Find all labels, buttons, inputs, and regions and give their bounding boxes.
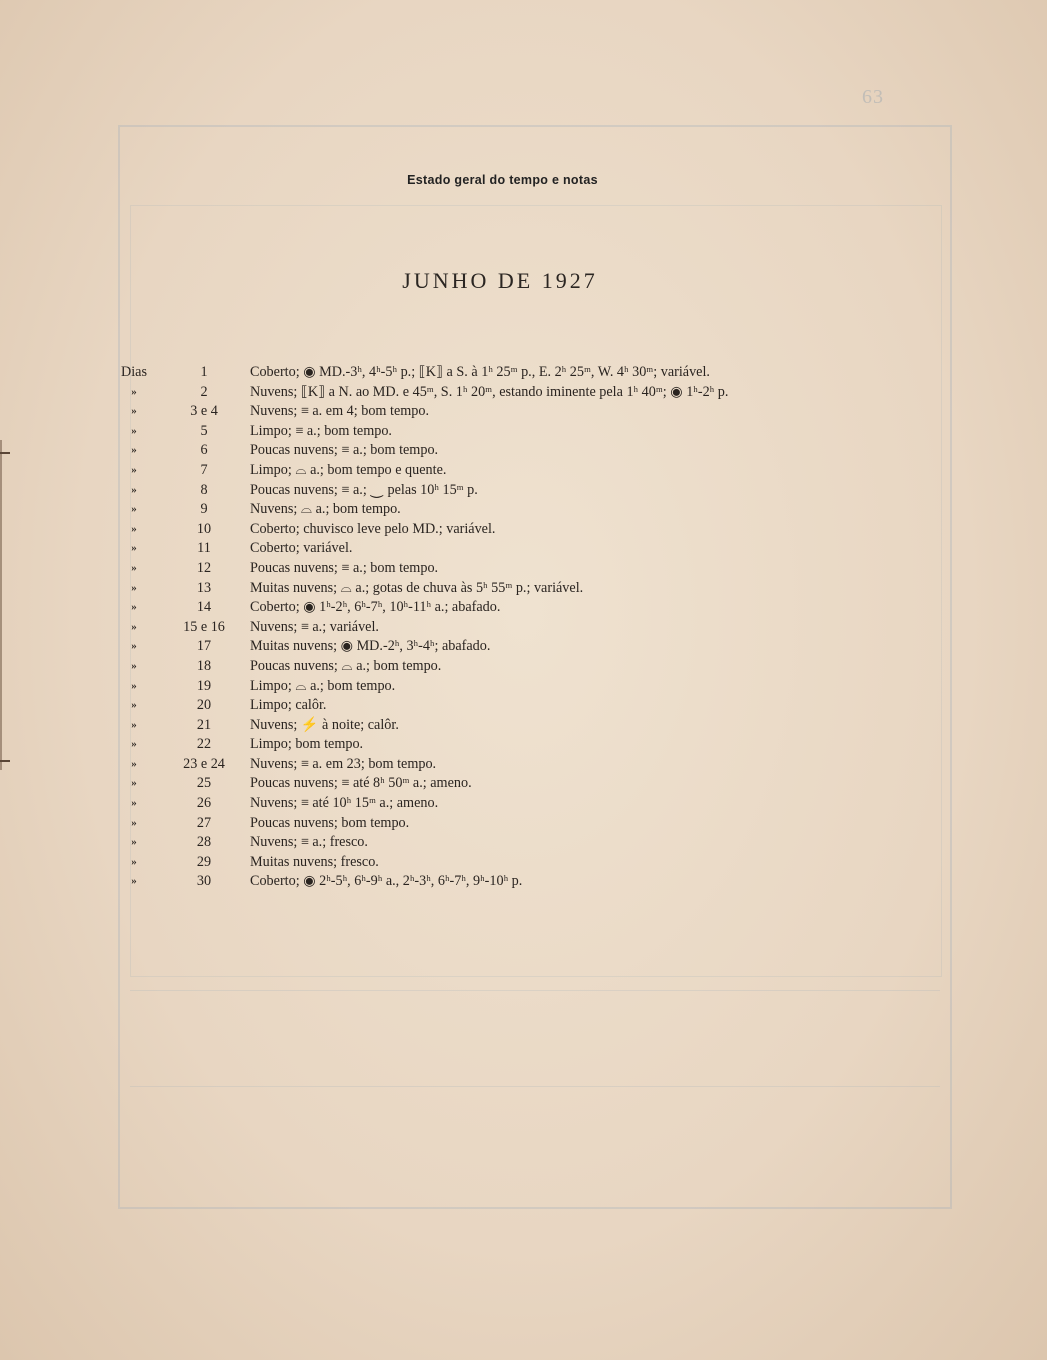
ditto-mark: » bbox=[131, 483, 137, 496]
weather-note: Nuvens; ⟦K⟧ a N. ao MD. e 45ᵐ, S. 1ʰ 20ᵐ, estando iminente pela 1ʰ 40ᵐ; ◉ 1ʰ-2ʰ p. bbox=[250, 383, 729, 400]
weather-note: Poucas nuvens; ≡ a.; bom tempo. bbox=[250, 442, 439, 459]
list-item bbox=[0, 716, 1047, 736]
weather-note: Nuvens; ≡ a.; variável. bbox=[250, 618, 379, 635]
day-number: 8 bbox=[200, 481, 208, 498]
list-item bbox=[0, 657, 1047, 677]
day-number: 28 bbox=[196, 834, 212, 851]
ditto-mark: » bbox=[131, 875, 137, 888]
page-number-bleed: 63 bbox=[862, 86, 884, 108]
list-item bbox=[0, 755, 1047, 775]
ditto-mark: » bbox=[131, 640, 137, 653]
ditto-mark: » bbox=[131, 463, 137, 476]
list-item bbox=[0, 637, 1047, 657]
day-number: 22 bbox=[196, 736, 212, 753]
weather-note: Nuvens; ≡ a. em 23; bom tempo. bbox=[250, 755, 437, 772]
section-header: Estado geral do tempo e notas bbox=[407, 173, 598, 187]
list-item bbox=[0, 794, 1047, 814]
list-item bbox=[0, 598, 1047, 618]
list-item bbox=[0, 853, 1047, 873]
weather-note: Muitas nuvens; ◉ MD.-2ʰ, 3ʰ-4ʰ; abafado. bbox=[250, 638, 491, 655]
list-item bbox=[0, 872, 1047, 892]
ditto-mark: » bbox=[131, 405, 137, 418]
list-item bbox=[0, 696, 1047, 716]
day-number: 19 bbox=[196, 677, 212, 694]
day-number: 11 bbox=[197, 540, 211, 557]
list-item bbox=[0, 618, 1047, 638]
ditto-mark: » bbox=[131, 679, 137, 692]
day-number: 10 bbox=[196, 520, 212, 537]
weather-note: Coberto; ◉ MD.-3ʰ, 4ʰ-5ʰ p.; ⟦K⟧ a S. à 1ʰ 25ᵐ p., E. 2ʰ 25ᵐ, W. 4ʰ 30ᵐ; variável. bbox=[250, 364, 710, 380]
weather-note: Poucas nuvens; ≡ a.; bom tempo. bbox=[250, 559, 439, 576]
ditto-mark: » bbox=[131, 503, 137, 516]
ditto-mark: » bbox=[131, 424, 137, 437]
list-item bbox=[0, 402, 1047, 422]
ditto-mark: » bbox=[131, 522, 137, 535]
ditto-mark: » bbox=[131, 738, 137, 751]
ditto-mark: » bbox=[131, 699, 137, 712]
ditto-mark: » bbox=[131, 777, 137, 790]
ditto-mark: » bbox=[131, 816, 137, 829]
weather-note: Poucas nuvens; ≡ até 8ʰ 50ᵐ a.; ameno. bbox=[250, 775, 472, 792]
day-number: 12 bbox=[196, 559, 212, 576]
day-number: 20 bbox=[196, 697, 212, 714]
ditto-mark: » bbox=[131, 620, 137, 633]
weather-note: Limpo; ⌓ a.; bom tempo. bbox=[250, 677, 396, 694]
weather-note: Nuvens; ⌓ a.; bom tempo. bbox=[250, 501, 401, 518]
weather-note: Poucas nuvens; ≡ a.; ⏝ pelas 10ʰ 15ᵐ p. bbox=[250, 481, 478, 498]
weather-note: Coberto; variável. bbox=[250, 540, 353, 557]
weather-note: Nuvens; ≡ até 10ʰ 15ᵐ a.; ameno. bbox=[250, 795, 439, 812]
day-number: 27 bbox=[196, 814, 212, 831]
weather-note: Muitas nuvens; fresco. bbox=[250, 853, 379, 870]
list-item bbox=[0, 481, 1047, 501]
day-number: 9 bbox=[200, 501, 208, 518]
list-item bbox=[0, 774, 1047, 794]
ditto-mark: » bbox=[131, 385, 137, 398]
list-item bbox=[0, 520, 1047, 540]
weather-note: Nuvens; ≡ a.; fresco. bbox=[250, 834, 368, 851]
list-item bbox=[0, 539, 1047, 559]
list-item bbox=[0, 735, 1047, 755]
weather-note: Limpo; bom tempo. bbox=[250, 736, 364, 753]
ditto-mark: » bbox=[131, 601, 137, 614]
day-number: 14 bbox=[196, 599, 212, 616]
list-item bbox=[0, 833, 1047, 853]
ditto-mark: » bbox=[131, 757, 137, 770]
ditto-mark: » bbox=[131, 581, 137, 594]
list-item bbox=[0, 422, 1047, 442]
day-number: 18 bbox=[196, 657, 212, 674]
weather-note: Nuvens; ⚡ à noite; calôr. bbox=[250, 716, 399, 733]
list-item bbox=[0, 441, 1047, 461]
weather-note: Coberto; chuvisco leve pelo MD.; variável. bbox=[250, 520, 496, 537]
day-number: 15 e 16 bbox=[183, 618, 225, 635]
ditto-mark: » bbox=[131, 836, 137, 849]
day-number: 29 bbox=[196, 853, 212, 870]
weather-note: Muitas nuvens; ⌓ a.; gotas de chuva às 5ʰ 55ᵐ p.; variável. bbox=[250, 579, 584, 596]
day-number: 25 bbox=[196, 775, 212, 792]
day-number: 7 bbox=[200, 461, 208, 478]
weather-note: Limpo; ⌓ a.; bom tempo e quente. bbox=[250, 461, 447, 478]
ditto-mark: » bbox=[131, 855, 137, 868]
page-title: JUNHO DE 1927 bbox=[402, 268, 598, 293]
day-number: 1 bbox=[200, 364, 208, 380]
day-number: 5 bbox=[200, 422, 208, 439]
ditto-mark: » bbox=[131, 542, 137, 555]
day-number: 23 e 24 bbox=[183, 755, 225, 772]
ditto-mark: » bbox=[131, 718, 137, 731]
day-number: 2 bbox=[200, 383, 208, 400]
list-item bbox=[0, 500, 1047, 520]
days-label: Dias bbox=[120, 364, 147, 380]
list-item bbox=[0, 814, 1047, 834]
day-number: 30 bbox=[196, 873, 212, 890]
day-number: 6 bbox=[200, 442, 208, 459]
list-item bbox=[0, 383, 1047, 403]
ditto-mark: » bbox=[131, 659, 137, 672]
weather-note: Limpo; calôr. bbox=[250, 697, 327, 714]
weather-note: Limpo; ≡ a.; bom tempo. bbox=[250, 422, 392, 439]
day-number: 13 bbox=[196, 579, 212, 596]
day-number: 3 e 4 bbox=[190, 403, 218, 420]
list-item bbox=[0, 559, 1047, 579]
list-item bbox=[0, 579, 1047, 599]
bleed-through-table-footer bbox=[130, 990, 940, 1087]
day-number: 26 bbox=[196, 795, 212, 812]
weather-note: Poucas nuvens; bom tempo. bbox=[250, 814, 410, 831]
weather-note: Poucas nuvens; ⌓ a.; bom tempo. bbox=[250, 657, 442, 674]
day-number: 17 bbox=[196, 638, 212, 655]
ditto-mark: » bbox=[131, 797, 137, 810]
weather-note: Coberto; ◉ 2ʰ-5ʰ, 6ʰ-9ʰ a., 2ʰ-3ʰ, 6ʰ-7ʰ, 9ʰ-10ʰ p. bbox=[250, 873, 523, 890]
list-item bbox=[0, 461, 1047, 481]
weather-note: Nuvens; ≡ a. em 4; bom tempo. bbox=[250, 403, 430, 420]
ditto-mark: » bbox=[131, 561, 137, 574]
weather-notes-list bbox=[0, 363, 1047, 892]
list-item bbox=[0, 363, 1047, 383]
weather-note: Coberto; ◉ 1ʰ-2ʰ, 6ʰ-7ʰ, 10ʰ-11ʰ a.; abafado. bbox=[250, 599, 501, 616]
ditto-mark: » bbox=[131, 444, 137, 457]
day-number: 21 bbox=[196, 716, 212, 733]
list-item bbox=[0, 677, 1047, 697]
